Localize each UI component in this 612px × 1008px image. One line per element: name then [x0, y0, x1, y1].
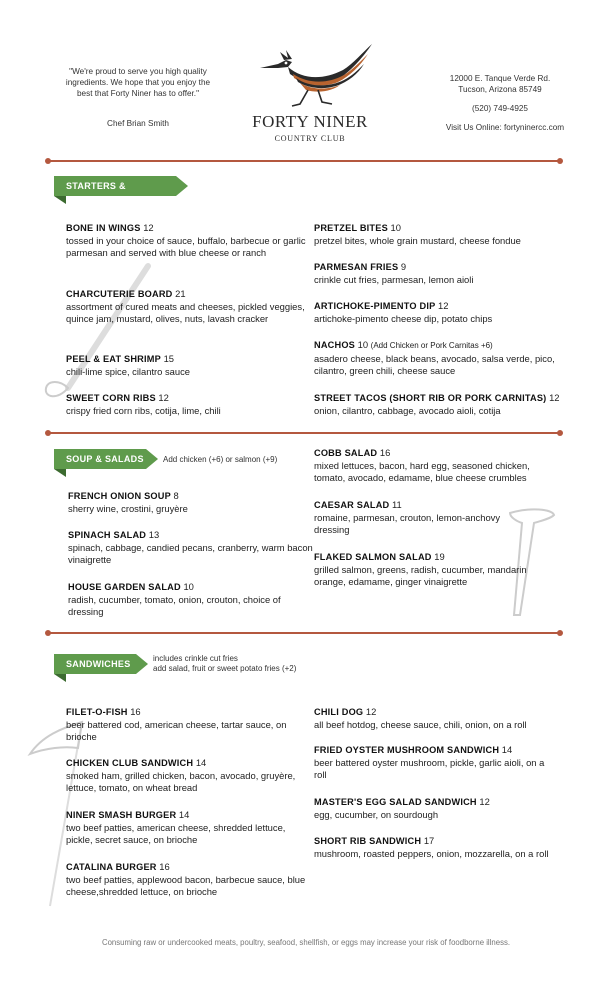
item-description: onion, cilantro, cabbage, avocado aioli, cotija: [314, 404, 501, 416]
item-price: 14: [501, 744, 513, 755]
menu-item: [66, 861, 306, 899]
menu-item: [68, 581, 313, 619]
menu-item: [66, 288, 311, 326]
item-name: PRETZEL BITES: [314, 223, 388, 233]
menu-item: [314, 796, 554, 821]
item-price: 16: [159, 861, 170, 872]
item-description: mushroom, roasted peppers, onion, mozzarella, on a roll: [314, 847, 549, 859]
item-description: pretzel bites, whole grain mustard, cheese fondue: [314, 234, 521, 246]
item-name: NINER SMASH BURGER: [66, 810, 177, 820]
item-description: crinkle cut fries, parmesan, lemon aioli: [314, 273, 474, 285]
item-description: romaine, parmesan, crouton, lemon-anchovy dressing: [314, 511, 501, 536]
item-name: ARTICHOKE-PIMENTO DIP: [314, 301, 436, 311]
banner-fold: [54, 469, 66, 477]
item-price: 12: [438, 300, 449, 311]
item-price: 15: [163, 353, 174, 364]
item-description: chili-lime spice, cilantro sauce: [66, 365, 191, 377]
item-description: egg, cucumber, on sourdough: [314, 808, 439, 820]
address: [425, 73, 575, 95]
item-price: 13: [148, 529, 160, 540]
item-description: spinach, cabbage, candied pecans, cranberry, warm bacon vinaigrette: [68, 541, 313, 566]
item-price: 14: [195, 757, 207, 768]
sandwiches-note-line-1: includes crinkle cut fries: [153, 654, 238, 663]
banner-fold: [54, 196, 66, 204]
item-name: SPINACH SALAD: [68, 530, 147, 540]
item-description: two beef patties, applewood bacon, barbecue sauce, blue cheese,shredded lettuce, on brioche: [66, 873, 306, 898]
item-price: 9: [400, 261, 407, 272]
item-name: CHARCUTERIE BOARD: [66, 289, 173, 299]
banner-fold: [54, 674, 66, 682]
chef-quote: "We're proud to serve you high quality ingredients. We hope that you enjoy the best that Forty Niner has to offer.": [65, 67, 211, 98]
item-price: 10: [357, 339, 369, 350]
item-description: tossed in your choice of sauce, buffalo, barbecue or garlic parmesan and served with blue cheese or ranch: [66, 234, 306, 259]
item-description: sherry wine, crostini, gruyère: [68, 502, 188, 514]
menu-item: [314, 706, 564, 731]
footer-disclaimer: Consuming raw or undercooked meats, poultry, seafood, shellfish, or eggs may increase your risk of foodborne illness.: [101, 938, 511, 947]
divider-rule: [48, 632, 560, 634]
item-price: 12: [365, 706, 377, 717]
menu-item: [66, 757, 306, 795]
item-note: (Add Chicken or Pork Carnitas +6): [370, 341, 493, 350]
item-description: mixed lettuces, bacon, hard egg, seasoned chicken, tomato, avocado, edamame, blue cheese crumbles: [314, 459, 530, 484]
chef-name: Chef Brian Smith: [107, 119, 169, 128]
item-name: FLAKED SALMON SALAD: [314, 552, 432, 562]
item-name: SHORT RIB SANDWICH: [314, 836, 422, 846]
item-price: 17: [423, 835, 435, 846]
item-description: two beef patties, american cheese, shredded lettuce, pickle, secret sauce, on brioche: [66, 821, 286, 846]
item-name: BONE IN WINGS: [66, 223, 141, 233]
item-name: PARMESAN FRIES: [314, 262, 399, 272]
item-price: 21: [175, 288, 186, 299]
soups-banner: SOUP & SALADS: [54, 449, 146, 469]
menu-item: [314, 499, 534, 537]
item-description: grilled salmon, greens, radish, cucumber, mandarin orange, edamame, ginger vinaigrette: [314, 563, 527, 588]
item-price: 14: [178, 809, 190, 820]
menu-item: [314, 551, 554, 589]
menu-item: [66, 392, 311, 417]
item-name: STREET TACOS (SHORT RIB OR PORK CARNITAS): [314, 393, 547, 403]
menu-item: [314, 744, 554, 782]
divider-rule: [48, 432, 560, 434]
starters-banner: STARTERS & SHAREABLES: [54, 176, 176, 196]
item-price: 12: [158, 392, 169, 403]
sandwiches-banner: SANDWICHES: [54, 654, 136, 674]
menu-item: [314, 261, 559, 286]
item-price: 10: [183, 581, 194, 592]
menu-item: [314, 835, 554, 860]
item-name: FRIED OYSTER MUSHROOM SANDWICH: [314, 745, 500, 755]
item-price: 8: [173, 490, 179, 501]
item-name: SWEET CORN RIBS: [66, 393, 156, 403]
item-price: 16: [130, 706, 141, 717]
menu-item: [314, 339, 564, 378]
brand-subtitle: COUNTRY CLUB: [274, 134, 346, 143]
menu-item: [314, 300, 559, 325]
item-name: PEEL & EAT SHRIMP: [66, 354, 161, 364]
item-name: FILET-O-FISH: [66, 707, 128, 717]
item-description: assortment of cured meats and cheeses, pickled veggies, quince jam, mustard, olives, nuts, lavash cracker: [66, 300, 305, 325]
address-line-2: Tucson, Arizona 85749: [458, 85, 542, 94]
roadrunner-logo-icon: [248, 40, 378, 120]
item-description: asadero cheese, black beans, avocado, salsa verde, pico, cilantro, green chili, cheese sauce: [314, 352, 555, 377]
soups-note: Add chicken (+6) or salmon (+9): [163, 455, 278, 464]
item-price: 16: [379, 447, 391, 458]
item-price: 10: [390, 222, 401, 233]
item-description: beer battered oyster mushroom, pickle, garlic aioli, on a roll: [314, 756, 545, 781]
item-price: 12: [549, 392, 560, 403]
item-price: 12: [479, 796, 490, 807]
item-name: NACHOS: [314, 340, 356, 350]
item-name: CHICKEN CLUB SANDWICH: [66, 758, 194, 768]
menu-item: [314, 222, 559, 247]
menu-item: [66, 706, 306, 744]
menu-item: [66, 809, 306, 847]
item-description: radish, cucumber, tomato, onion, crouton, choice of dressing: [68, 593, 281, 618]
item-name: CHILI DOG: [314, 707, 364, 717]
item-price: 12: [143, 222, 154, 233]
menu-item: [314, 447, 554, 485]
item-name: MASTER'S EGG SALAD SANDWICH: [314, 797, 477, 807]
item-price: 11: [392, 499, 402, 510]
item-description: crispy fried corn ribs, cotija, lime, chili: [66, 404, 221, 416]
item-description: smoked ham, grilled chicken, bacon, avocado, gruyère, lettuce, tomato, on wheat bread: [66, 769, 296, 794]
item-price: 19: [434, 551, 445, 562]
sandwiches-note: [153, 654, 296, 674]
item-name: HOUSE GARDEN SALAD: [68, 582, 181, 592]
divider-rule: [48, 160, 560, 162]
sandwiches-note-line-2: add salad, fruit or sweet potato fries (+2): [153, 664, 297, 673]
item-description: artichoke-pimento cheese dip, potato chips: [314, 312, 493, 324]
item-name: CATALINA BURGER: [66, 862, 157, 872]
menu-item: [68, 529, 313, 567]
menu-item: [66, 353, 311, 378]
item-name: CAESAR SALAD: [314, 500, 390, 510]
item-name: FRENCH ONION SOUP: [68, 491, 171, 501]
menu-item: [314, 392, 564, 417]
menu-item: [66, 222, 311, 260]
item-description: beer battered cod, american cheese, tartar sauce, on brioche: [66, 718, 287, 743]
address-line-1: 12000 E. Tanque Verde Rd.: [449, 74, 551, 83]
website-link[interactable]: Visit Us Online: fortyninercc.com: [445, 123, 565, 132]
menu-item: [68, 490, 313, 515]
phone-number: (520) 749-4925: [472, 104, 528, 113]
item-name: COBB SALAD: [314, 448, 378, 458]
item-description: all beef hotdog, cheese sauce, chili, onion, on a roll: [314, 718, 527, 730]
brand-name: FORTY NINER: [252, 112, 368, 131]
